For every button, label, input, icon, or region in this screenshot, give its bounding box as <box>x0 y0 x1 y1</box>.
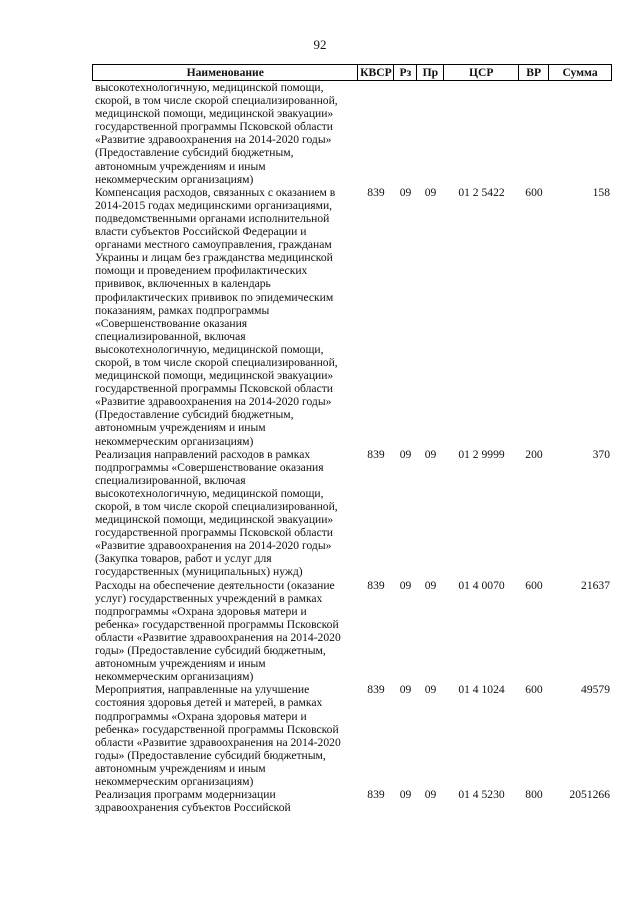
row-name-line: (Предоставление субсидий бюджетным, <box>95 146 294 160</box>
row-name <box>92 81 358 186</box>
row-csr: 01 4 5230 <box>458 788 505 802</box>
row-name <box>92 579 358 684</box>
row-csr <box>444 81 519 186</box>
table-header <box>92 64 612 81</box>
row-name-line: автономным учреждениям и иным <box>95 761 266 775</box>
row-name-line: подпрограммы «Охрана здоровья матери и <box>95 709 307 723</box>
row-name-line: специализированной, включая <box>95 329 246 343</box>
row-sum: 21637 <box>581 578 610 592</box>
header-rz: Рз <box>394 65 417 80</box>
row-csr: 01 2 9999 <box>458 447 505 461</box>
row-name-line: состояния здоровья детей и матерей, в рамках <box>95 696 323 710</box>
row-name-line: (Предоставление субсидий бюджетным, <box>95 408 294 422</box>
row-name-line: специализированной, включая <box>95 473 246 487</box>
row-name-line: высокотехнологичную, медицинской помощи, <box>95 342 324 356</box>
row-vr: 600 <box>525 185 543 199</box>
row-csr: 01 4 0070 <box>458 578 505 592</box>
row-name-line: прививок, включенных в календарь <box>95 277 271 291</box>
row-csr: 01 4 1024 <box>458 683 505 697</box>
row-vr: 200 <box>525 447 543 461</box>
row-sum: 49579 <box>581 683 610 697</box>
row-rz: 09 <box>399 578 412 592</box>
row-name-line: высокотехнологичную, медицинской помощи, <box>95 81 324 94</box>
table-row <box>92 448 612 579</box>
row-name-line: подпрограммы «Охрана здоровья матери и <box>95 604 307 618</box>
row-name-line: (Закупка товаров, работ и услуг для <box>95 552 272 566</box>
table-body <box>92 81 612 814</box>
header-vr: ВР <box>519 65 549 80</box>
row-kvsr: 839 <box>367 683 385 697</box>
row-name <box>92 683 358 788</box>
row-vr <box>519 81 549 186</box>
row-name-line: некоммерческим организациям) <box>95 670 254 684</box>
row-pr: 09 <box>424 683 437 697</box>
row-name-line: высокотехнологичную, медицинской помощи, <box>95 486 324 500</box>
row-name-line: Реализация программ модернизации <box>95 788 276 802</box>
row-vr: 600 <box>525 578 543 592</box>
header-pr: Пр <box>417 65 444 80</box>
row-name-line: Компенсация расходов, связанных с оказанием в <box>95 185 336 199</box>
row-name-line: медицинской помощи, медицинской эвакуации» <box>95 513 334 527</box>
row-name-line: показаниям, рамках подпрограммы <box>95 303 270 317</box>
table-row <box>92 186 612 448</box>
row-name-line: государственной программы Псковской области <box>95 526 333 540</box>
row-name-line: Мероприятия, направленные на улучшение <box>95 683 310 697</box>
row-name-line: государственной программы Псковской области <box>95 382 333 396</box>
row-sum: 158 <box>592 185 610 199</box>
row-name-line: подпрограммы «Совершенствование оказания <box>95 460 324 474</box>
row-name-line: ребенка» государственной программы Псковской <box>95 617 339 631</box>
row-kvsr: 839 <box>367 185 385 199</box>
row-kvsr: 839 <box>367 447 385 461</box>
header-csr: ЦСР <box>444 65 519 80</box>
header-sum: Сумма <box>549 65 612 80</box>
row-name-line: области «Развитие здравоохранения на 2014-2020 <box>95 630 341 644</box>
row-name <box>92 448 358 579</box>
row-name-line: «Развитие здравоохранения на 2014-2020 годы» <box>95 539 332 553</box>
row-name-line: области «Развитие здравоохранения на 2014-2020 <box>95 735 341 749</box>
row-name-line: здравоохранения субъектов Российской <box>95 801 291 815</box>
row-name-line: Реализация направлений расходов в рамках <box>95 447 311 461</box>
row-name-line: государственной программы Псковской области <box>95 120 333 134</box>
row-kvsr <box>358 81 394 186</box>
row-name-line: скорой, в том числе скорой специализированной, <box>95 355 338 369</box>
row-name-line: «Развитие здравоохранения на 2014-2020 годы» <box>95 133 332 147</box>
row-pr: 09 <box>424 578 437 592</box>
row-name-line: «Развитие здравоохранения на 2014-2020 годы» <box>95 395 332 409</box>
row-rz <box>394 81 417 186</box>
page-number: 92 <box>313 37 327 52</box>
row-name-line: автономным учреждениям и иным <box>95 159 266 173</box>
row-name-line: «Совершенствование оказания <box>95 316 248 330</box>
row-name-line: профилактических прививок по эпидемическим <box>95 290 334 304</box>
row-name-line: скорой, в том числе скорой специализированной, <box>95 94 338 108</box>
row-kvsr: 839 <box>367 578 385 592</box>
budget-table <box>92 64 612 814</box>
row-name-line: некоммерческим организациям) <box>95 774 254 788</box>
row-name-line: помощи и проведением профилактических <box>95 264 308 278</box>
row-name <box>92 186 358 448</box>
row-name-line: государственных (муниципальных) нужд) <box>95 565 303 579</box>
row-name-line: некоммерческим организациям) <box>95 172 254 186</box>
row-name-line: подведомственными органами исполнительной <box>95 211 330 225</box>
table-row <box>92 579 612 684</box>
row-pr: 09 <box>424 788 437 802</box>
row-csr: 01 2 5422 <box>458 185 505 199</box>
row-name-line: автономным учреждениям и иным <box>95 421 266 435</box>
table-row <box>92 683 612 788</box>
header-kvsr: КВСР <box>358 65 394 80</box>
row-sum: 2051266 <box>569 788 610 802</box>
header-name: Наименование <box>93 65 358 80</box>
row-name-line: медицинской помощи, медицинской эвакуации» <box>95 107 334 121</box>
row-name <box>92 788 358 814</box>
row-sum <box>549 81 612 186</box>
row-name-line: органами местного самоуправления, гражданам <box>95 238 332 252</box>
row-name-line: 2014-2015 годах медицинскими организациями, <box>95 198 333 212</box>
row-rz: 09 <box>399 683 412 697</box>
row-rz: 09 <box>399 788 412 802</box>
row-pr: 09 <box>424 185 437 199</box>
row-vr: 800 <box>525 788 543 802</box>
row-name-line: медицинской помощи, медицинской эвакуации» <box>95 369 334 383</box>
row-name-line: власти субъектов Российской Федерации и <box>95 225 307 239</box>
row-pr <box>417 81 444 186</box>
table-row <box>92 81 612 186</box>
row-sum: 370 <box>592 447 610 461</box>
row-rz: 09 <box>399 185 412 199</box>
row-name-line: скорой, в том числе скорой специализированной, <box>95 500 338 513</box>
row-name-line: годы» (Предоставление субсидий бюджетным, <box>95 748 326 762</box>
table-row <box>92 788 612 814</box>
row-kvsr: 839 <box>367 788 385 802</box>
row-rz: 09 <box>399 447 412 461</box>
row-name-line: автономным учреждениям и иным <box>95 657 266 671</box>
row-vr: 600 <box>525 683 543 697</box>
row-name-line: ребенка» государственной программы Псковской <box>95 722 339 736</box>
row-name-line: Расходы на обеспечение деятельности (оказание <box>95 578 335 592</box>
row-pr: 09 <box>424 447 437 461</box>
row-name-line: Украины и лицам без гражданства медицинской <box>95 251 333 265</box>
row-name-line: услуг) государственных учреждений в рамках <box>95 591 323 605</box>
row-name-line: годы» (Предоставление субсидий бюджетным, <box>95 644 326 658</box>
row-name-line: некоммерческим организациям) <box>95 434 254 448</box>
